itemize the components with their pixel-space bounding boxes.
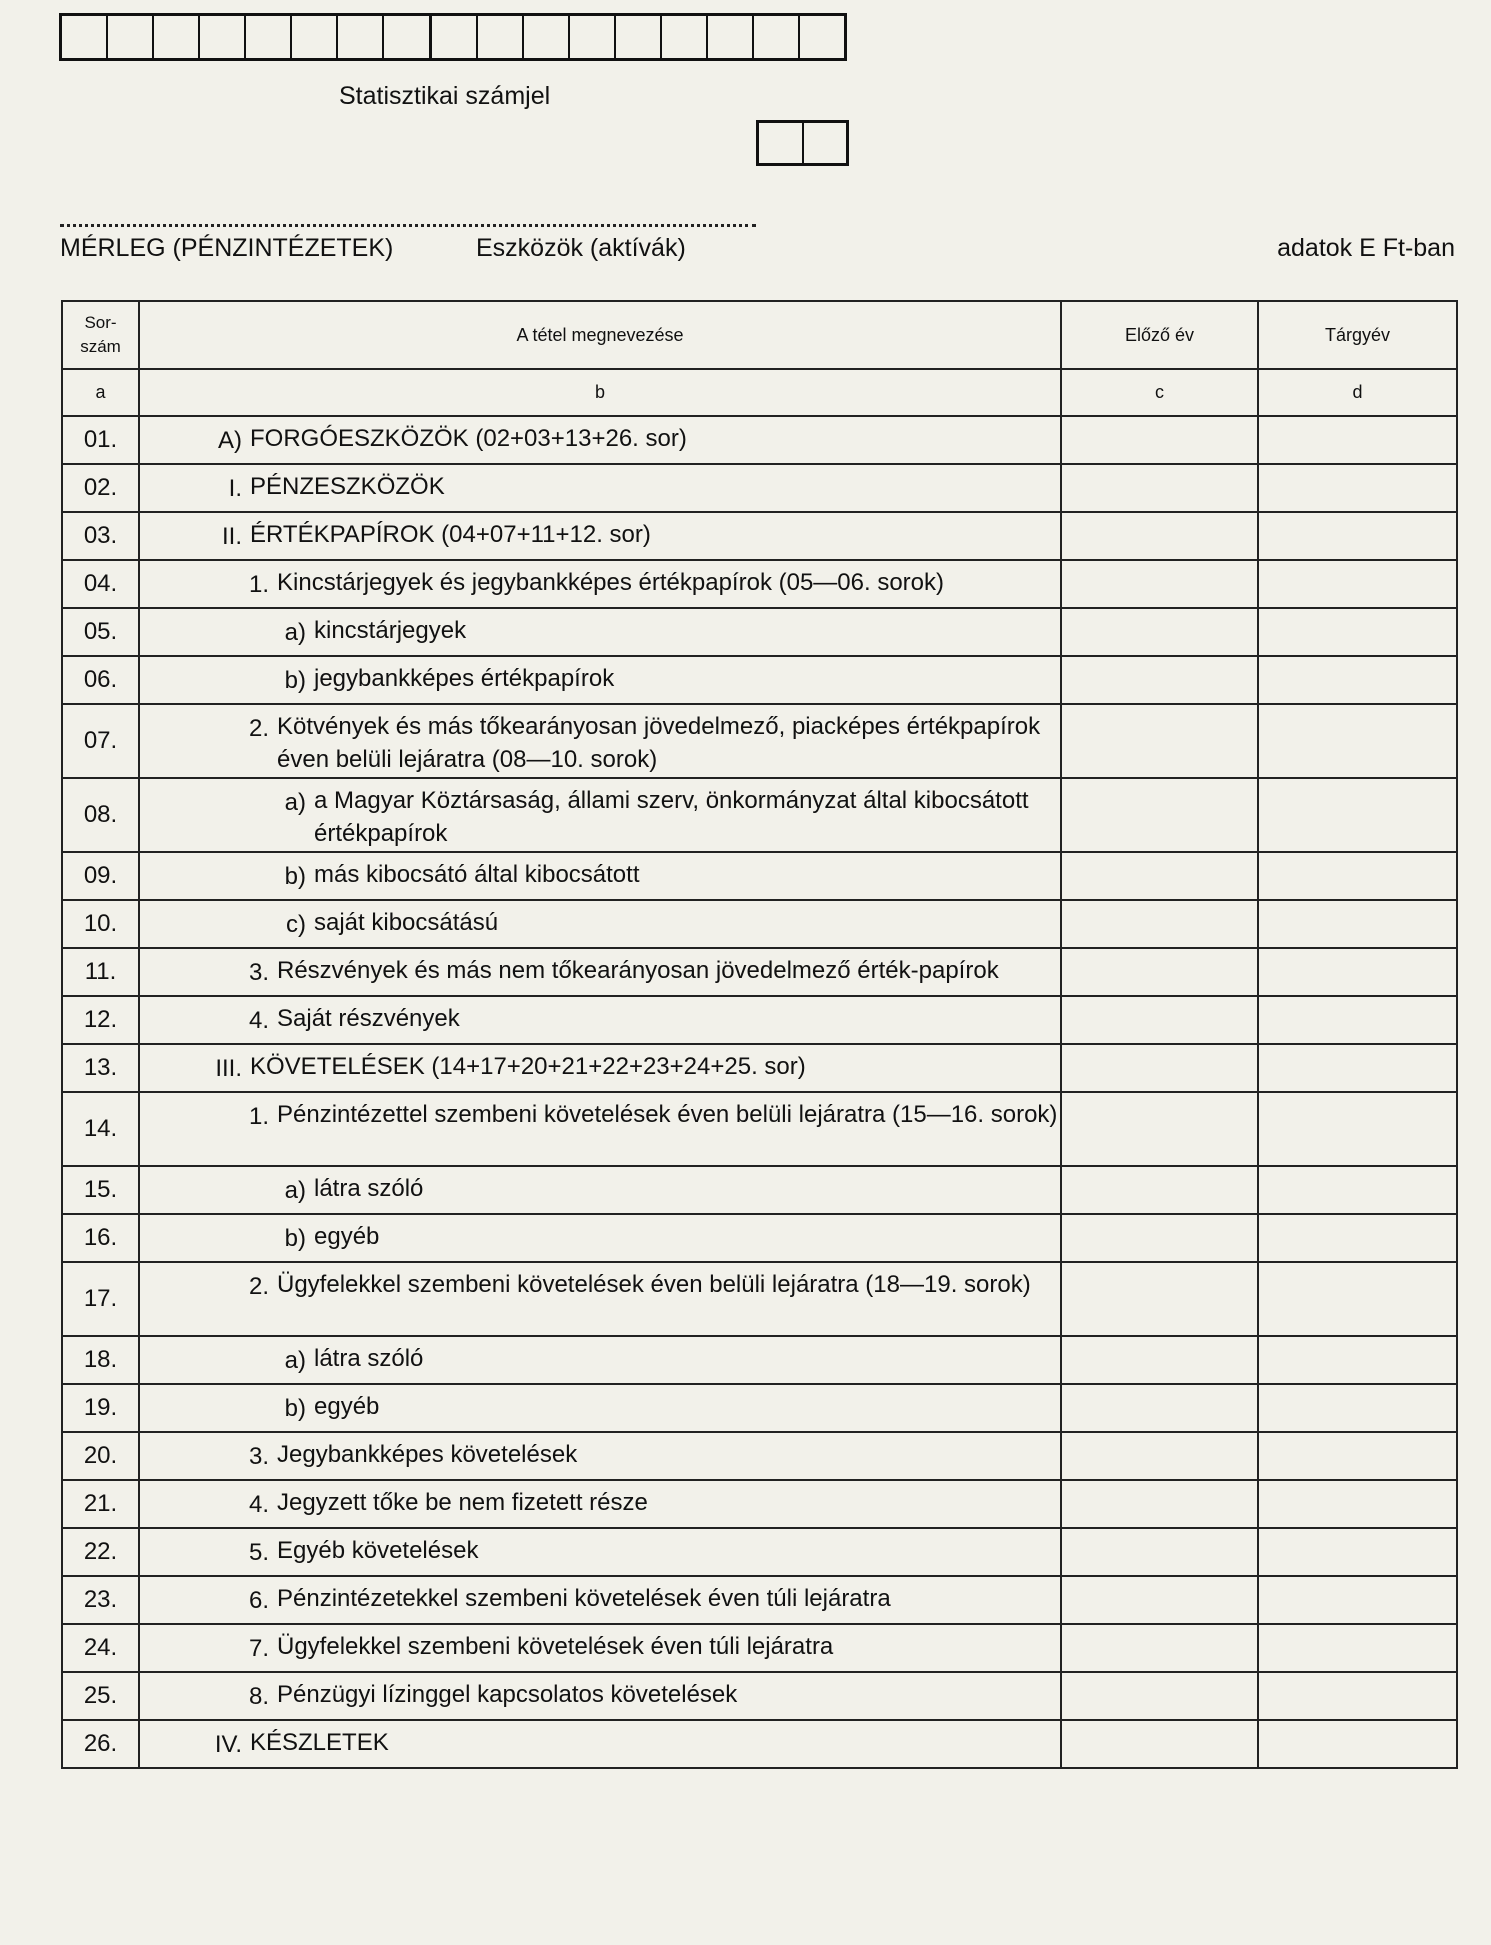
- current-year-value-cell[interactable]: [1258, 560, 1457, 608]
- table-row: [62, 1262, 1457, 1336]
- row-description: [139, 1432, 1061, 1480]
- prev-year-value-cell[interactable]: [1061, 1384, 1258, 1432]
- row-item-label: I.: [228, 475, 242, 502]
- row-description: [139, 1166, 1061, 1214]
- current-year-value-cell[interactable]: [1258, 1480, 1457, 1528]
- code-box[interactable]: [200, 16, 246, 58]
- table-row: [62, 1720, 1457, 1768]
- row-item-label: 1.: [248, 571, 269, 598]
- col-header-current-year: Tárgyév: [1258, 301, 1457, 369]
- code-box[interactable]: [662, 16, 708, 58]
- prev-year-value-cell[interactable]: [1061, 900, 1258, 948]
- statistical-code-label: Statisztikai számjel: [339, 82, 551, 110]
- current-year-value-cell[interactable]: [1258, 1720, 1457, 1768]
- form-title: MÉRLEG (PÉNZINTÉZETEK): [60, 234, 394, 262]
- row-item-text: saját kibocsátású: [314, 909, 499, 936]
- table-row: [62, 996, 1457, 1044]
- row-description: [139, 1672, 1061, 1720]
- row-number: 22.: [62, 1528, 139, 1576]
- prev-year-value-cell[interactable]: [1061, 948, 1258, 996]
- row-item-label: b): [284, 863, 306, 890]
- col-letter: a: [62, 369, 139, 416]
- row-number: 09.: [62, 852, 139, 900]
- row-item-text: PÉNZESZKÖZÖK: [250, 473, 445, 500]
- row-description: [139, 1092, 1061, 1166]
- row-number: 06.: [62, 656, 139, 704]
- prev-year-value-cell[interactable]: [1061, 416, 1258, 464]
- row-number: 17.: [62, 1262, 139, 1336]
- row-item-text: FORGÓESZKÖZÖK (02+03+13+26. sor): [250, 425, 687, 452]
- row-description: [139, 512, 1061, 560]
- row-item-label: a): [284, 619, 306, 646]
- row-item-text: látra szóló: [314, 1345, 424, 1372]
- current-year-value-cell[interactable]: [1258, 1336, 1457, 1384]
- row-item-text: látra szóló: [314, 1175, 424, 1202]
- table-row: [62, 608, 1457, 656]
- row-description: [139, 560, 1061, 608]
- current-year-value-cell[interactable]: [1258, 512, 1457, 560]
- row-number: 18.: [62, 1336, 139, 1384]
- prev-year-value-cell[interactable]: [1061, 778, 1258, 852]
- form-code-boxes[interactable]: [756, 120, 849, 166]
- prev-year-value-cell[interactable]: [1061, 1336, 1258, 1384]
- code-box[interactable]: [292, 16, 338, 58]
- current-year-value-cell[interactable]: [1258, 948, 1457, 996]
- row-item-label: c): [286, 911, 306, 938]
- row-item-label: 2.: [248, 715, 269, 742]
- row-number: 08.: [62, 778, 139, 852]
- prev-year-value-cell[interactable]: [1061, 1166, 1258, 1214]
- row-item-label: 7.: [248, 1635, 269, 1662]
- row-item-text: KÉSZLETEK: [250, 1729, 389, 1756]
- current-year-value-cell[interactable]: [1258, 900, 1457, 948]
- prev-year-value-cell[interactable]: [1061, 608, 1258, 656]
- code-box[interactable]: [338, 16, 384, 58]
- prev-year-value-cell[interactable]: [1061, 1432, 1258, 1480]
- code-box[interactable]: [804, 123, 847, 163]
- section-title: Eszközök (aktívák): [476, 234, 686, 262]
- row-item-text: Jegyzett tőke be nem fizetett része: [277, 1489, 648, 1516]
- row-number: 14.: [62, 1092, 139, 1166]
- col-header-name: A tétel megnevezése: [139, 301, 1061, 369]
- code-box[interactable]: [754, 16, 800, 58]
- row-item-text: Pénzintézettel szembeni követelések éven belüli lejáratra (15—16. sorok): [277, 1101, 1058, 1128]
- prev-year-value-cell[interactable]: [1061, 1092, 1258, 1166]
- row-item-label: b): [284, 1395, 306, 1422]
- row-item-label: b): [284, 667, 306, 694]
- prev-year-value-cell[interactable]: [1061, 704, 1258, 778]
- row-number: 23.: [62, 1576, 139, 1624]
- current-year-value-cell[interactable]: [1258, 996, 1457, 1044]
- prev-year-value-cell[interactable]: [1061, 560, 1258, 608]
- row-number: 25.: [62, 1672, 139, 1720]
- row-number: 13.: [62, 1044, 139, 1092]
- row-item-text: Kincstárjegyek és jegybankképes értékpapírok (05—06. sorok): [277, 569, 945, 596]
- code-box[interactable]: [478, 16, 524, 58]
- table-row: [62, 1336, 1457, 1384]
- prev-year-value-cell[interactable]: [1061, 464, 1258, 512]
- current-year-value-cell[interactable]: [1258, 778, 1457, 852]
- assets-table: [61, 300, 1458, 1769]
- row-item-label: 8.: [248, 1683, 269, 1710]
- row-description: [139, 1720, 1061, 1768]
- row-description: [139, 656, 1061, 704]
- row-number: 16.: [62, 1214, 139, 1262]
- row-item-label: b): [284, 1225, 306, 1252]
- row-description: [139, 464, 1061, 512]
- row-item-text: más kibocsátó által kibocsátott: [314, 861, 640, 888]
- row-description: [139, 1528, 1061, 1576]
- current-year-value-cell[interactable]: [1258, 608, 1457, 656]
- row-item-text: Ügyfelekkel szembeni követelések éven túli lejáratra: [277, 1633, 834, 1660]
- row-number: 11.: [62, 948, 139, 996]
- table-row: [62, 704, 1457, 778]
- code-box[interactable]: [384, 16, 431, 58]
- current-year-value-cell[interactable]: [1258, 656, 1457, 704]
- row-description: [139, 1480, 1061, 1528]
- current-year-value-cell[interactable]: [1258, 1528, 1457, 1576]
- row-item-text: kincstárjegyek: [314, 617, 467, 644]
- row-item-label: A): [218, 427, 242, 454]
- table-row: [62, 464, 1457, 512]
- row-item-text: Kötvények és más tőkearányosan jövedelmező, piacképes értékpapírok éven belüli lejáratra (08—10. sorok): [277, 713, 1041, 773]
- current-year-value-cell[interactable]: [1258, 1432, 1457, 1480]
- row-description: [139, 1336, 1061, 1384]
- code-box[interactable]: [800, 16, 844, 58]
- table-row: [62, 656, 1457, 704]
- row-description: [139, 1214, 1061, 1262]
- row-item-text: Saját részvények: [277, 1005, 460, 1032]
- prev-year-value-cell[interactable]: [1061, 1262, 1258, 1336]
- row-number: 10.: [62, 900, 139, 948]
- row-number: 03.: [62, 512, 139, 560]
- row-number: 01.: [62, 416, 139, 464]
- row-item-label: 4.: [248, 1007, 269, 1034]
- code-box[interactable]: [62, 16, 108, 58]
- table-row: [62, 1576, 1457, 1624]
- table-row: [62, 778, 1457, 852]
- row-number: 05.: [62, 608, 139, 656]
- row-number: 24.: [62, 1624, 139, 1672]
- table-row: [62, 852, 1457, 900]
- row-item-text: egyéb: [314, 1223, 380, 1250]
- table-row: [62, 900, 1457, 948]
- current-year-value-cell[interactable]: [1258, 1044, 1457, 1092]
- table-row: [62, 948, 1457, 996]
- row-item-text: Egyéb követelések: [277, 1537, 479, 1564]
- code-box[interactable]: [432, 16, 478, 58]
- prev-year-value-cell[interactable]: [1061, 1720, 1258, 1768]
- current-year-value-cell[interactable]: [1258, 1214, 1457, 1262]
- row-description: [139, 1044, 1061, 1092]
- current-year-value-cell[interactable]: [1258, 1624, 1457, 1672]
- row-item-label: 6.: [248, 1587, 269, 1614]
- prev-year-value-cell[interactable]: [1061, 1576, 1258, 1624]
- row-item-label: a): [284, 1177, 306, 1204]
- row-item-text: Ügyfelekkel szembeni követelések éven belüli lejáratra (18—19. sorok): [277, 1271, 1031, 1298]
- row-number: 20.: [62, 1432, 139, 1480]
- table-row: [62, 1480, 1457, 1528]
- code-box[interactable]: [524, 16, 570, 58]
- code-box[interactable]: [616, 16, 662, 58]
- col-header-prev-year: Előző év: [1061, 301, 1258, 369]
- row-description: [139, 416, 1061, 464]
- prev-year-value-cell[interactable]: [1061, 1214, 1258, 1262]
- row-number: 15.: [62, 1166, 139, 1214]
- prev-year-value-cell[interactable]: [1061, 512, 1258, 560]
- prev-year-value-cell[interactable]: [1061, 1672, 1258, 1720]
- row-item-text: Pénzügyi lízinggel kapcsolatos követelések: [277, 1681, 738, 1708]
- row-number: 04.: [62, 560, 139, 608]
- row-number: 02.: [62, 464, 139, 512]
- current-year-value-cell[interactable]: [1258, 704, 1457, 778]
- form-heading: [60, 234, 1455, 270]
- table-row: [62, 416, 1457, 464]
- table-row: [62, 1624, 1457, 1672]
- row-item-text: jegybankképes értékpapírok: [314, 665, 615, 692]
- code-box[interactable]: [154, 16, 200, 58]
- row-item-text: a Magyar Köztársaság, állami szerv, önkormányzat által kibocsátott értékpapírok: [314, 787, 1029, 847]
- code-box[interactable]: [759, 123, 804, 163]
- current-year-value-cell[interactable]: [1258, 464, 1457, 512]
- table-row: [62, 512, 1457, 560]
- row-item-label: a): [284, 1347, 306, 1374]
- current-year-value-cell[interactable]: [1258, 852, 1457, 900]
- table-row: [62, 1044, 1457, 1092]
- col-letter: d: [1258, 369, 1457, 416]
- prev-year-value-cell[interactable]: [1061, 1624, 1258, 1672]
- row-description: [139, 1576, 1061, 1624]
- code-box[interactable]: [570, 16, 616, 58]
- row-item-label: IV.: [214, 1731, 242, 1758]
- table-row: [62, 1166, 1457, 1214]
- row-number: 21.: [62, 1480, 139, 1528]
- prev-year-value-cell[interactable]: [1061, 1480, 1258, 1528]
- row-item-label: 4.: [248, 1491, 269, 1518]
- col-header-sorszam-text: Sor- szám: [80, 313, 121, 356]
- current-year-value-cell[interactable]: [1258, 1166, 1457, 1214]
- row-description: [139, 948, 1061, 996]
- current-year-value-cell[interactable]: [1258, 416, 1457, 464]
- row-description: [139, 704, 1061, 778]
- code-box[interactable]: [108, 16, 154, 58]
- table-row: [62, 1672, 1457, 1720]
- col-letter: b: [139, 369, 1061, 416]
- code-box[interactable]: [246, 16, 292, 58]
- prev-year-value-cell[interactable]: [1061, 1044, 1258, 1092]
- row-item-text: Jegybankképes követelések: [277, 1441, 578, 1468]
- col-letter: c: [1061, 369, 1258, 416]
- table-row: [62, 560, 1457, 608]
- row-number: 19.: [62, 1384, 139, 1432]
- row-description: [139, 1624, 1061, 1672]
- prev-year-value-cell[interactable]: [1061, 996, 1258, 1044]
- current-year-value-cell[interactable]: [1258, 1384, 1457, 1432]
- row-item-label: 3.: [248, 959, 269, 986]
- current-year-value-cell[interactable]: [1258, 1092, 1457, 1166]
- row-item-text: egyéb: [314, 1393, 380, 1420]
- prev-year-value-cell[interactable]: [1061, 1528, 1258, 1576]
- table-row: [62, 1528, 1457, 1576]
- table-row: [62, 1092, 1457, 1166]
- row-item-text: KÖVETELÉSEK (14+17+20+21+22+23+24+25. sor): [250, 1053, 806, 1080]
- table-row: [62, 1384, 1457, 1432]
- row-description: [139, 852, 1061, 900]
- unit-note: adatok E Ft-ban: [1277, 234, 1455, 262]
- row-item-label: 1.: [248, 1103, 269, 1130]
- row-item-text: Pénzintézetekkel szembeni követelések éven túli lejáratra: [277, 1585, 891, 1612]
- prev-year-value-cell[interactable]: [1061, 656, 1258, 704]
- row-description: [139, 1262, 1061, 1336]
- current-year-value-cell[interactable]: [1258, 1262, 1457, 1336]
- row-item-label: 5.: [248, 1539, 269, 1566]
- table-row: [62, 1432, 1457, 1480]
- current-year-value-cell[interactable]: [1258, 1672, 1457, 1720]
- row-number: 26.: [62, 1720, 139, 1768]
- row-item-label: 3.: [248, 1443, 269, 1470]
- table-row: [62, 1214, 1457, 1262]
- row-item-label: a): [284, 789, 306, 816]
- row-number: 12.: [62, 996, 139, 1044]
- row-number: 07.: [62, 704, 139, 778]
- row-description: [139, 608, 1061, 656]
- row-item-label: 2.: [248, 1273, 269, 1300]
- row-description: [139, 900, 1061, 948]
- row-description: [139, 778, 1061, 852]
- current-year-value-cell[interactable]: [1258, 1576, 1457, 1624]
- row-description: [139, 1384, 1061, 1432]
- prev-year-value-cell[interactable]: [1061, 852, 1258, 900]
- code-box[interactable]: [708, 16, 754, 58]
- row-description: [139, 996, 1061, 1044]
- statistical-code-boxes[interactable]: [59, 13, 847, 61]
- row-item-label: III.: [215, 1055, 242, 1082]
- row-item-text: Részvények és más nem tőkearányosan jövedelmező érték-papírok: [277, 957, 999, 984]
- row-item-label: II.: [221, 523, 242, 550]
- col-header-sorszam: [62, 301, 139, 369]
- row-item-text: ÉRTÉKPAPÍROK (04+07+11+12. sor): [250, 521, 651, 548]
- name-fill-line[interactable]: [60, 224, 756, 227]
